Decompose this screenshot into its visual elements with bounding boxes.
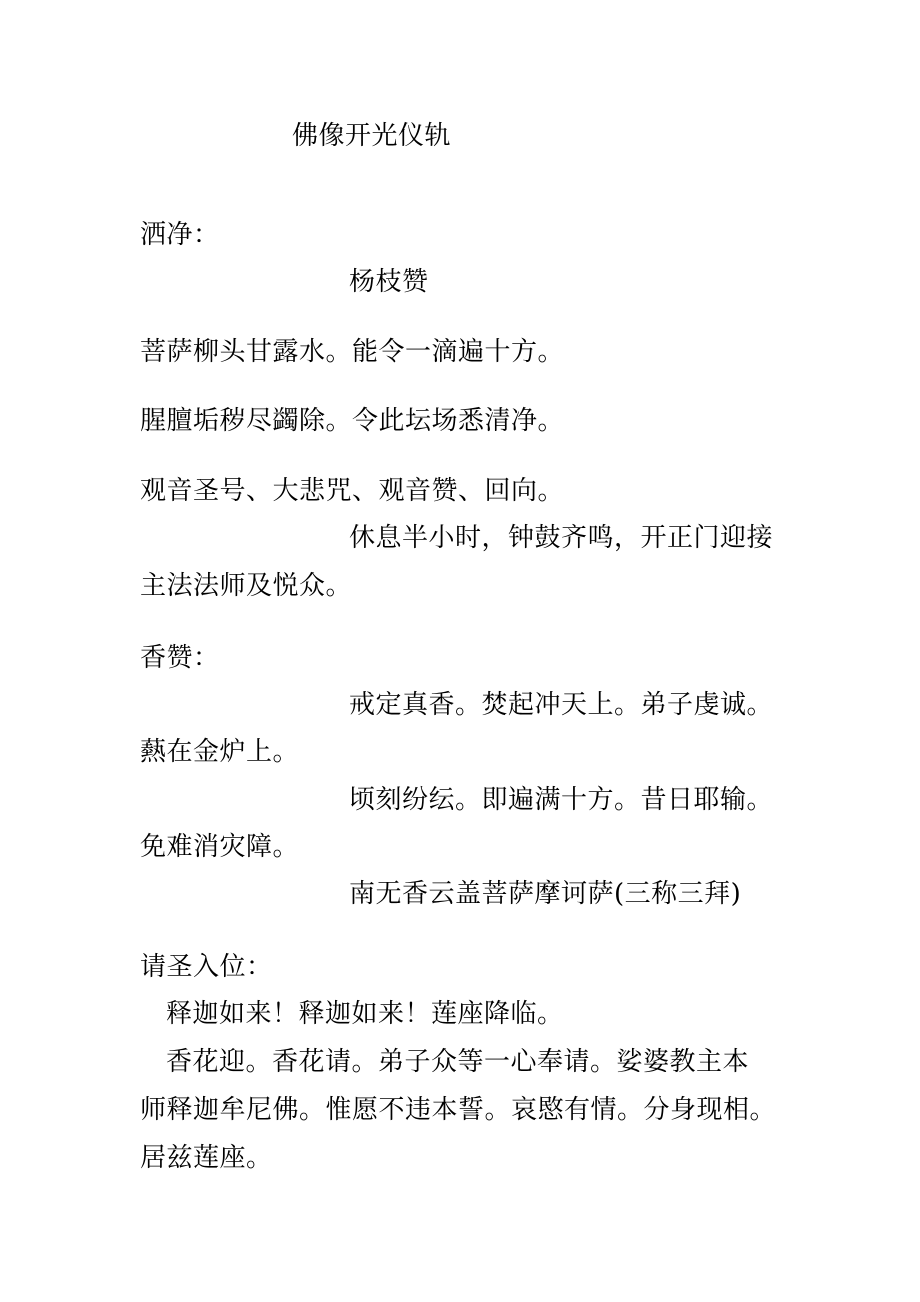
- paragraph-line: 居兹莲座。: [140, 1143, 273, 1173]
- section-heading-invocation: 请圣入位：: [140, 952, 273, 982]
- page-title: 佛像开光仪轨: [292, 121, 452, 151]
- section-heading-incense: 香赞：: [140, 643, 220, 673]
- verse-line: 菩萨柳头甘露水。能令一滴遍十方。: [140, 337, 565, 367]
- verse-line: 顷刻纷纭。即遍满十方。昔日耶输。: [349, 785, 774, 815]
- hymn-title-willow-branch: 杨枝赞: [349, 267, 429, 297]
- verse-line: 爇在金炉上。: [140, 737, 300, 767]
- paragraph-line: 香花迎。香花请。弟子众等一心奉请。娑婆教主本: [166, 1047, 750, 1077]
- verse-line: 免难消灾障。: [140, 832, 300, 862]
- verse-line: 戒定真香。焚起冲天上。弟子虔诚。: [349, 690, 774, 720]
- section-heading-sprinkling: 洒净：: [140, 220, 220, 250]
- refrain-line: 南无香云盖菩萨摩诃萨(三称三拜): [349, 879, 742, 909]
- verse-line: 腥膻垢秽尽蠲除。令此坛场悉清净。: [140, 406, 565, 436]
- invocation-line: 释迦如来！释迦如来！莲座降临。: [166, 999, 564, 1029]
- paragraph-line: 师释迦牟尼佛。惟愿不违本誓。哀愍有情。分身现相。: [140, 1095, 777, 1125]
- instruction-line: 休息半小时，钟鼓齐鸣，开正门迎接: [349, 523, 774, 553]
- liturgy-line: 观音圣号、大悲咒、观音赞、回向。: [140, 476, 565, 506]
- instruction-line: 主法法师及悦众。: [140, 571, 353, 601]
